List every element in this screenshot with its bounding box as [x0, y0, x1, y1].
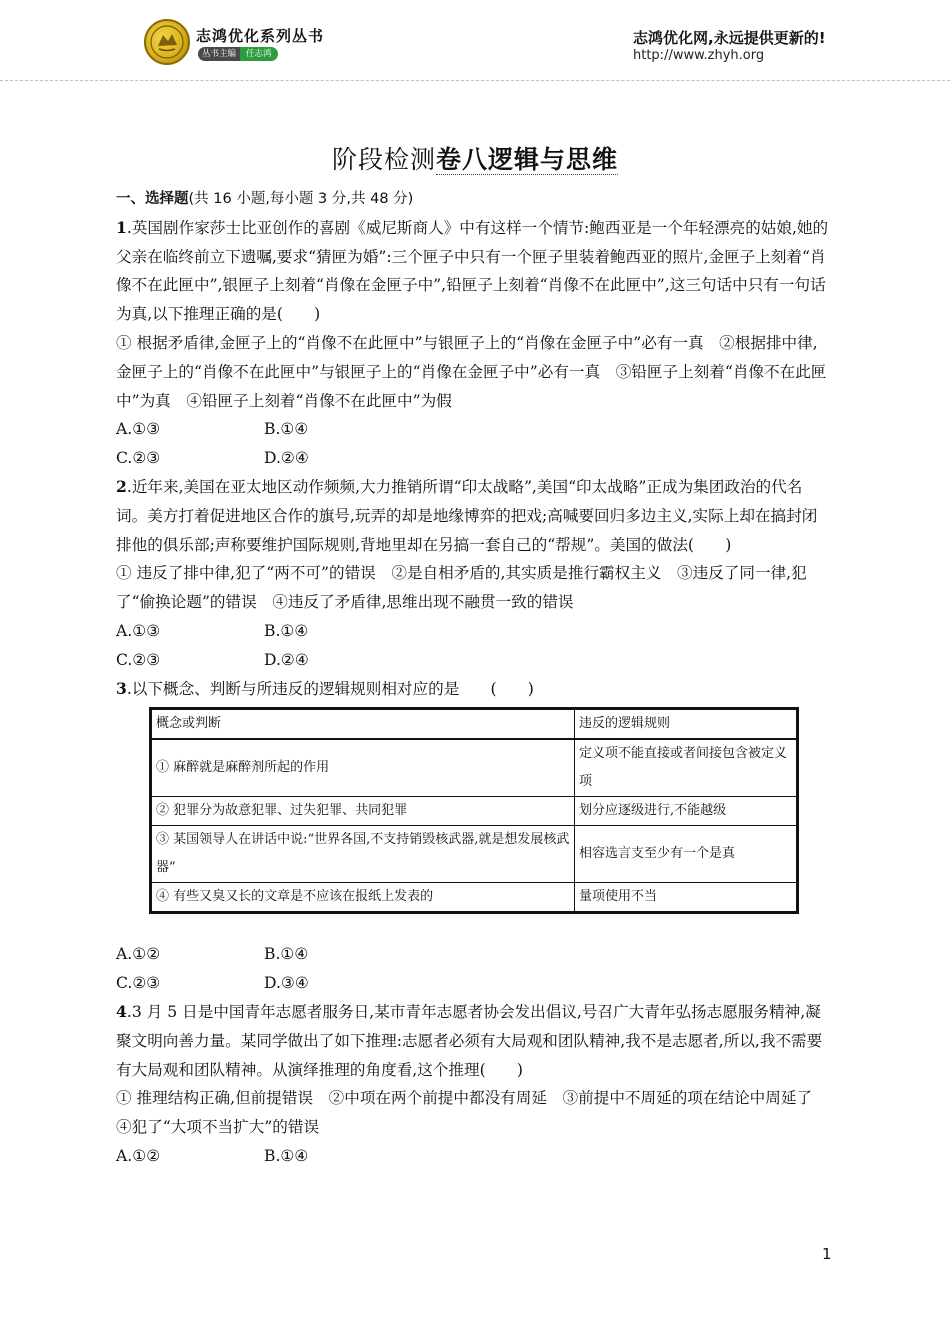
table-cell: ② 犯罪分为故意犯罪、过失犯罪、共同犯罪	[151, 797, 575, 826]
option-c[interactable]: C.②③	[116, 650, 161, 669]
table-cell: ④ 有些又臭又长的文章是不应该在报纸上发表的	[151, 883, 575, 913]
table-cell: 定义项不能直接或者间接包含被定义项	[575, 739, 798, 797]
question-4-stem: 4.3 月 5 日是中国青年志愿者服务日,某市青年志愿者协会发出倡议,号召广大青年弘扬志愿服务精神,凝聚文明向善力量。某同学做出了如下推理:志愿者必须有大局观和团队精神,我不是志愿者,所以,我不需要有大局观和团队精神。从演绎推理的角度看,这个推理( )	[116, 1001, 823, 1079]
option-a[interactable]: A.①③	[116, 420, 161, 439]
page-number: 1	[822, 1245, 832, 1263]
series-logo-icon	[144, 19, 190, 65]
site-url[interactable]: http://www.zhyh.org	[633, 48, 765, 63]
table-cell: ① 麻醉就是麻醉剂所起的作用	[151, 739, 575, 797]
question-number: 2	[116, 476, 127, 496]
table-header-cell: 概念或判断	[151, 709, 575, 740]
site-slogan: 志鸿优化网,永远提供更新的!	[633, 29, 826, 47]
series-title: 志鸿优化系列丛书	[196, 27, 325, 45]
option-b[interactable]: B.①④	[264, 1146, 309, 1165]
table-cell: 划分应逐级进行,不能越级	[575, 797, 798, 826]
question-1-stem: 1.英国剧作家莎士比亚创作的喜剧《威尼斯商人》中有这样一个情节:鲍西亚是一个年轻漂亮的姑娘,她的父亲在临终前立下遗嘱,要求“猜匣为婚”:三个匣子中只有一个匣子里装着鲍西亚的照片,金匣子上刻着“肖像不在此匣中”,银匣子上刻着“肖像在金匣子中”,铅匣子上刻着“肖像不在此匣中”,这三句话中只有一句话为真,以下推理正确的是( )	[116, 217, 829, 324]
option-a[interactable]: A.①②	[116, 1146, 161, 1165]
question-4-items: ① 推理结构正确,但前提错误 ②中项在两个前提中都没有周延 ③前提中不周延的项在结论中周延了 ④犯了“大项不当扩大”的错误	[116, 1089, 828, 1137]
option-b[interactable]: B.①④	[264, 945, 309, 964]
question-1-options-row-1	[116, 415, 832, 444]
table-cell: ③ 某国领导人在讲话中说:“世界各国,不支持销毁核武器,就是想发展核武器”	[151, 826, 575, 883]
document-body	[116, 185, 832, 1171]
option-b[interactable]: B.①④	[264, 420, 309, 439]
question-number: 4	[116, 1001, 127, 1021]
question-3-options-row-2	[116, 969, 832, 998]
table-row	[151, 739, 798, 797]
question-2-stem: 2.近年来,美国在亚太地区动作频频,大力推销所谓“印太战略”,美国“印太战略”正成为集团政治的代名词。美方打着促进地区合作的旗号,玩弄的却是地缘博弈的把戏;高喊要回归多边主义,实际上却在搞封闭排他的俱乐部;声称要维护国际规则,背地里却在另搞一套自己的“帮规”。美国的做法( )	[116, 476, 818, 554]
table-cell: 相容选言支至少有一个是真	[575, 826, 798, 883]
question-2-items: ① 违反了排中律,犯了“两不可”的错误 ②是自相矛盾的,其实质是推行霸权主义 ③违反了同一律,犯了“偷换论题”的错误 ④违反了矛盾律,思维出现不融贯一致的错误	[116, 564, 807, 612]
question-3-options-row-1	[116, 940, 832, 969]
question-1-options-row-2	[116, 444, 832, 473]
table-row	[151, 883, 798, 913]
option-d[interactable]: D.②④	[264, 449, 309, 468]
option-c[interactable]: C.②③	[116, 449, 161, 468]
section-note: (共 16 小题,每小题 3 分,共 48 分)	[188, 191, 414, 207]
page-header	[0, 0, 950, 96]
table-row	[151, 797, 798, 826]
question-number: 1	[116, 217, 127, 237]
question-2-options-row-2	[116, 646, 832, 675]
table-header-row	[151, 709, 798, 740]
option-d[interactable]: D.②④	[264, 650, 309, 669]
option-c[interactable]: C.②③	[116, 974, 161, 993]
title-prefix: 阶段检测	[331, 145, 436, 174]
editor-name: 任志鸿	[240, 47, 278, 61]
table-header-cell: 违反的逻辑规则	[575, 709, 798, 740]
question-2-options-row-1	[116, 617, 832, 646]
logic-rules-table	[149, 707, 799, 914]
editor-badge	[198, 47, 278, 61]
option-b[interactable]: B.①④	[264, 621, 309, 640]
header-divider	[0, 80, 950, 82]
question-1-items: ① 根据矛盾律,金匣子上的“肖像不在此匣中”与银匣子上的“肖像在金匣子中”必有一真 ②根据排中律,金匣子上的“肖像不在此匣中”与银匣子上的“肖像在金匣子中”必有一真 ③铅匣子上刻着“肖像不在此匣中”为真 ④铅匣子上刻着“肖像不在此匣中”为假	[116, 333, 827, 410]
question-4-options-row-1	[116, 1142, 832, 1171]
option-a[interactable]: A.①②	[116, 945, 161, 964]
table-cell: 量项使用不当	[575, 883, 798, 913]
option-d[interactable]: D.③④	[264, 974, 309, 993]
question-3-stem: 3.以下概念、判断与所违反的逻辑规则相对应的是 ( )	[116, 678, 534, 698]
document-title	[0, 140, 950, 176]
option-a[interactable]: A.①③	[116, 621, 161, 640]
question-number: 3	[116, 678, 127, 698]
section-heading: 一、选择题(共 16 小题,每小题 3 分,共 48 分)	[116, 191, 414, 207]
table-row	[151, 826, 798, 883]
editor-label: 丛书主编	[198, 47, 240, 61]
title-main: 卷八逻辑与思维	[436, 145, 619, 174]
question-3-table-wrapper	[149, 703, 799, 940]
